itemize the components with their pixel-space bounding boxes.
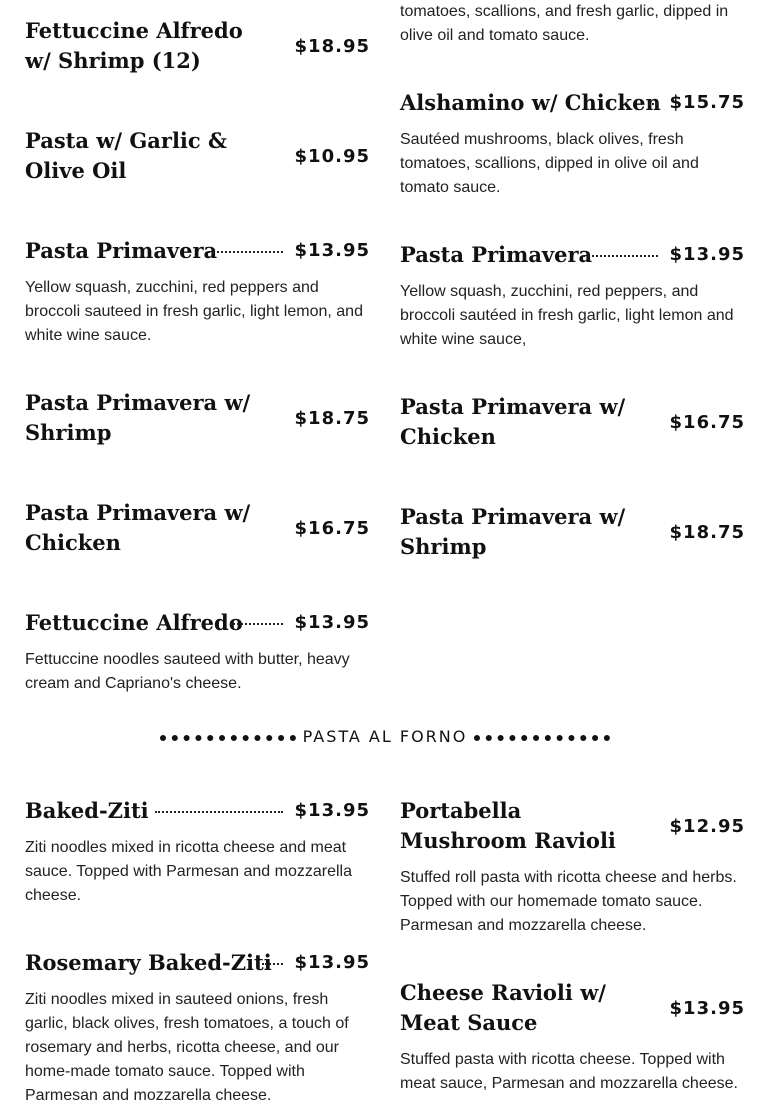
item-price: $13.95 [294,612,370,633]
item-price: $18.75 [669,522,745,543]
item-name: Pasta Primavera w/ Shrimp [25,390,251,445]
item-price: $13.95 [294,240,370,261]
dotted-leader [208,251,283,253]
item-name: Portabella Mushroom Ravioli [400,798,616,853]
item-name: Fettuccine Alfredo w/ Shrimp (12) [25,18,243,73]
item-name: Alshamino w/ Chicken [400,90,661,115]
item-price: $13.95 [669,998,745,1019]
item-description: Yellow squash, zucchini, red peppers, and broccoli sautéed in fresh garlic, light lemon and white wine sauce, [400,283,734,348]
item-name: Pasta Primavera w/ Shrimp [400,504,626,559]
item-price: $18.75 [294,408,370,429]
dotted-leader [230,623,283,625]
item-name: Pasta Primavera [25,238,218,263]
dotted-leader [649,103,658,105]
item-name: Pasta Primavera w/ Chicken [25,500,251,555]
item-description: Ziti noodles mixed in ricotta cheese and meat sauce. Topped with Parmesan and mozzarella cheese. [25,839,352,904]
item-name: Pasta Primavera w/ Chicken [400,394,626,449]
item-price: $13.95 [294,800,370,821]
item-name: Pasta Primavera [400,242,593,267]
decorative-dots-right [474,735,610,747]
dotted-leader [155,811,283,813]
item-name: Fettuccine Alfredo [25,610,243,635]
section-header [0,724,770,752]
item-price: $15.75 [669,92,745,113]
item-price: $18.95 [294,36,370,57]
item-name: Pasta w/ Garlic & Olive Oil [25,128,227,183]
item-description: Yellow squash, zucchini, red peppers and broccoli sauteed in fresh garlic, light lemon, and white wine sauce. [25,279,363,344]
item-price: $16.75 [669,412,745,433]
dotted-leader [262,963,283,965]
item-price: $16.75 [294,518,370,539]
section-title: PASTA AL FORNO [302,727,468,746]
item-description: Fettuccine noodles sauteed with butter, heavy cream and Capriano's cheese. [25,651,350,692]
item-description: Sautéed mushrooms, black olives, fresh tomatoes, scallions, dipped in olive oil and tomato sauce. [400,131,699,196]
item-price: $10.95 [294,146,370,167]
item-description: Stuffed roll pasta with ricotta cheese and herbs. Topped with our homemade tomato sauce. Parmesan and mozzarella cheese. [400,869,737,934]
item-price: $13.95 [294,952,370,973]
item-name: Cheese Ravioli w/ Meat Sauce [400,980,606,1035]
item-description: Ziti noodles mixed in sauteed onions, fresh garlic, black olives, fresh tomatoes, a touch of rosemary and herbs, ricotta cheese, and our home-made tomato sauce. Topped with Parmesan and mozzarella cheese. [25,991,349,1104]
item-price: $13.95 [669,244,745,265]
item-name: Baked-Ziti [25,798,149,823]
item-name: Rosemary Baked-Ziti [25,950,272,975]
item-description: Stuffed pasta with ricotta cheese. Topped with meat sauce, Parmesan and mozzarella cheese. [400,1051,738,1092]
dotted-leader [583,255,658,257]
item-description: tomatoes, scallions, and fresh garlic, dipped in olive oil and tomato sauce. [400,3,729,44]
item-price: $12.95 [669,816,745,837]
